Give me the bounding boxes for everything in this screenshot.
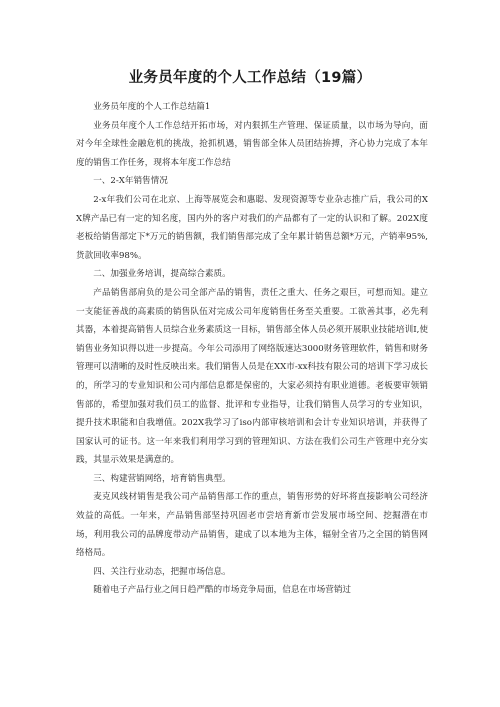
intro-paragraph: 业务员年度个人工作总结开拓市场，对内狠抓生产管理、保证质量，以市场为导向，面对今年全球性金融危机的挑战，抢抓机遇，销售部全体人员团结拚搏，齐心协力完成了本年度的销售工作任务，现将本年度工作总结 bbox=[76, 120, 428, 168]
network-paragraph: 麦克风线材销售是我公司产品销售部工作的重点，销售形势的好坏将直接影响公司经济效益的高低。一年来，产品销售部坚持巩固老市尝培育新市尝发展市场空间、挖掘潜在市场，利用我公司的品牌度带动产品销售，建成了以本地为主体，辐射全省乃之全国的销售网络格局。 bbox=[76, 492, 428, 559]
section-heading-4: 四、关注行业动态，把握市场信息。 bbox=[93, 566, 231, 577]
sales-paragraph: 2-x年我们公司在北京、上海等展览会和惠聪、发现资源等专业杂志推广后，我公司的XX牌产品已有一定的知名度，国内外的客户对我们的产品都有了一定的认识和了解。202X度老板给销售部定下*万元的销售额，我们销售部完成了全年累计销售总额*万元，产销率95%,货款回收率98%。 bbox=[76, 194, 428, 261]
document-body bbox=[76, 98, 428, 600]
section-heading-1: 一、2-X年销售情况 bbox=[93, 176, 168, 187]
document-title: 业务员年度的个人工作总结（19篇） bbox=[128, 70, 372, 86]
training-paragraph: 产品销售部肩负的是公司全部产品的销售，责任之重大、任务之艰巨，可想而知。建立一支能征善战的高素质的销售队伍对完成公司年度销售任务至关重要。工欲善其事，必先利其器，本着提高销售人员综合业务素质这一目标，销售部全体人员必须开展职业技能培训I,使销售业务知识得以进一步提高。今年公司添用了网络版速达3000财务管理软件，销售和财务管理可以清晰的及时性反映出来。我们销售人员是在XX市-xx科技有限公司的培训下学习成长的，所学习的专业知识和公司内部信息都是保密的，大家必须持有职业道德。老板要审领销售部的，希望加强对我们员工的监督、批评和专业指导，让我们销售人员学习的专业知识，提升技术职能和自我增值。202X我学习了iso内部审核培训和会计专业知识培训，并获得了国家认可的证书。这一年来我们利用学习到的管理知识、方法在我们公司生产管理中充分实践，其显示效果是满意的。 bbox=[76, 287, 428, 466]
section-heading-3: 三、构建营销网络，培育销售典型。 bbox=[93, 473, 231, 484]
market-paragraph: 随着电子产品行业之间日趋严酷的市场竞争局面，信息在市场营销过 bbox=[93, 585, 352, 596]
section-subtitle: 业务员年度的个人工作总结篇1 bbox=[93, 102, 211, 112]
section-heading-2: 二、加强业务培训，提高综合素质。 bbox=[93, 269, 231, 280]
